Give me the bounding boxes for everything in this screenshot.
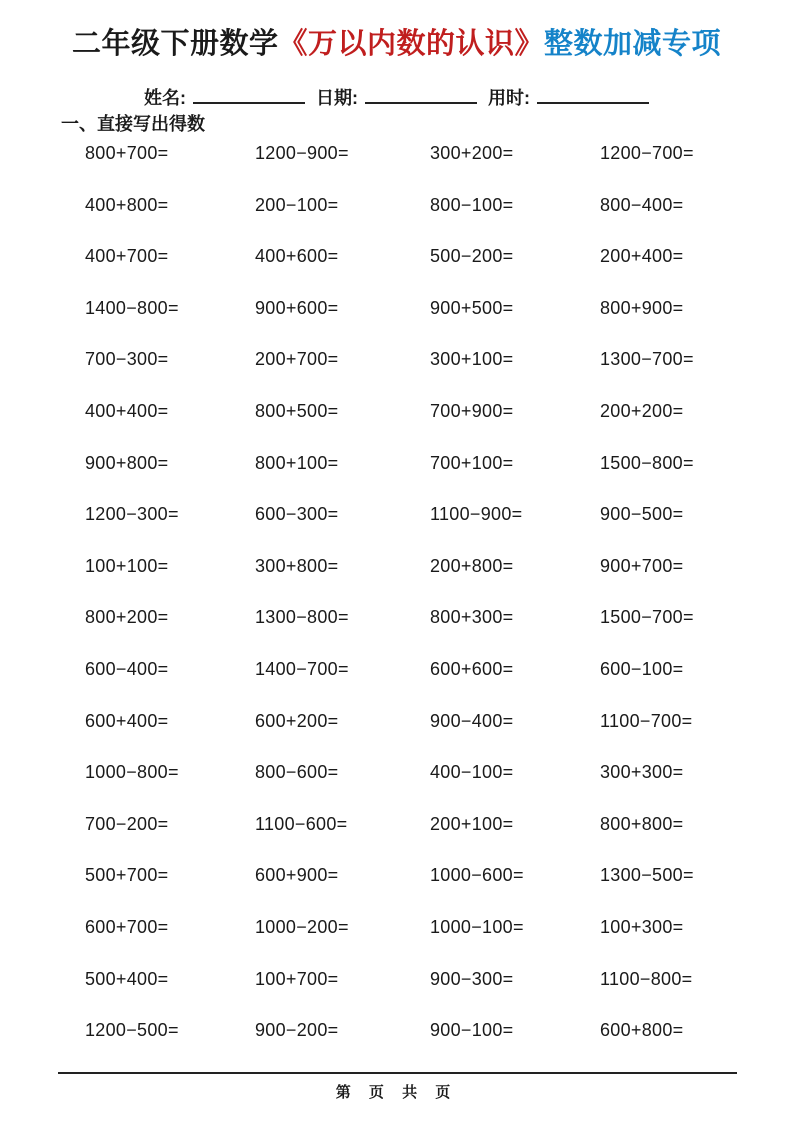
problem: 100+100= [85,555,169,576]
problem: 500−200= [430,246,514,267]
problem: 400+700= [85,246,169,267]
problem: 800+300= [430,607,514,628]
problem: 1500−700= [600,607,694,628]
problem: 300+200= [430,143,514,163]
name-blank-line [193,86,305,104]
problem: 500+700= [85,865,169,886]
problem: 500+400= [85,968,169,989]
name-field-group [144,84,305,110]
problem: 900−400= [430,710,514,731]
section-heading: 一、直接写出得数 [61,114,205,134]
problem: 600−300= [255,504,339,525]
problem: 1100−800= [600,968,693,989]
date-field-group [316,84,477,110]
problem: 800+500= [255,400,339,421]
problem: 700−300= [85,349,169,370]
problem: 800+900= [600,297,684,318]
problem: 700+900= [430,400,514,421]
page-title [0,21,793,62]
problem: 1000−200= [255,916,349,937]
problem: 1400−800= [85,297,179,318]
problem: 900+800= [85,452,169,473]
problem: 400+600= [255,246,339,267]
problem: 700−200= [85,813,169,834]
problem: 900+600= [255,297,339,318]
problem: 200+200= [600,400,684,421]
time-label: 用时: [488,88,531,108]
problem: 1300−800= [255,607,349,628]
problem: 600+600= [430,658,514,679]
problem: 1200−900= [255,143,349,163]
problem: 100+300= [600,916,684,937]
problem: 900−100= [430,1020,514,1041]
problem: 1200−700= [600,143,694,163]
footer-divider [58,1072,737,1074]
title-part-red: 《万以内数的认识》 [278,28,544,60]
problem: 600−400= [85,658,169,679]
problem: 1500−800= [600,452,694,473]
problem: 400−100= [430,762,514,783]
problem: 800+200= [85,607,169,628]
problem: 700+100= [430,452,514,473]
problem: 900−300= [430,968,514,989]
title-part-blue: 整数加减专项 [544,28,722,60]
title-part-black: 二年级下册数学 [71,28,279,60]
problem: 600+800= [600,1020,684,1041]
problem: 600+900= [255,865,339,886]
problems-grid [85,143,753,1072]
problem: 900+500= [430,297,514,318]
problem: 1300−500= [600,865,694,886]
problem: 100+700= [255,968,339,989]
problem: 900−200= [255,1020,339,1041]
problem: 800−100= [430,194,514,215]
problem: 800+700= [85,143,169,163]
info-row [0,84,793,110]
problem: 200+700= [255,349,339,370]
problem: 900+700= [600,555,684,576]
problem: 1100−600= [255,813,348,834]
problem: 200+800= [430,555,514,576]
problem: 1100−700= [600,710,693,731]
problem: 1300−700= [600,349,694,370]
time-blank-line [537,86,649,104]
problem: 300+300= [600,762,684,783]
problem: 200+400= [600,246,684,267]
problem: 300+800= [255,555,339,576]
problem: 1400−700= [255,658,349,679]
problem: 400+400= [85,400,169,421]
problem: 400+800= [85,194,169,215]
problem: 600+700= [85,916,169,937]
problem: 800−400= [600,194,684,215]
problem: 1100−900= [430,504,523,525]
page-footer: 第 页 共 页 [335,1084,458,1101]
problem: 1000−100= [430,916,524,937]
problem: 900−500= [600,504,684,525]
problem: 1000−800= [85,762,179,783]
problem: 600+200= [255,710,339,731]
problem: 1000−600= [430,865,524,886]
time-field-group [488,84,649,110]
date-blank-line [365,86,477,104]
problem: 800+100= [255,452,339,473]
problem: 200−100= [255,194,339,215]
problem: 1200−500= [85,1020,179,1041]
problem: 600−100= [600,658,684,679]
problem: 600+400= [85,710,169,731]
problem: 300+100= [430,349,514,370]
name-label: 姓名: [143,88,186,108]
problem: 200+100= [430,813,514,834]
problem: 1200−300= [85,504,179,525]
problem: 800+800= [600,813,684,834]
date-label: 日期: [316,88,358,108]
problem: 800−600= [255,762,339,783]
